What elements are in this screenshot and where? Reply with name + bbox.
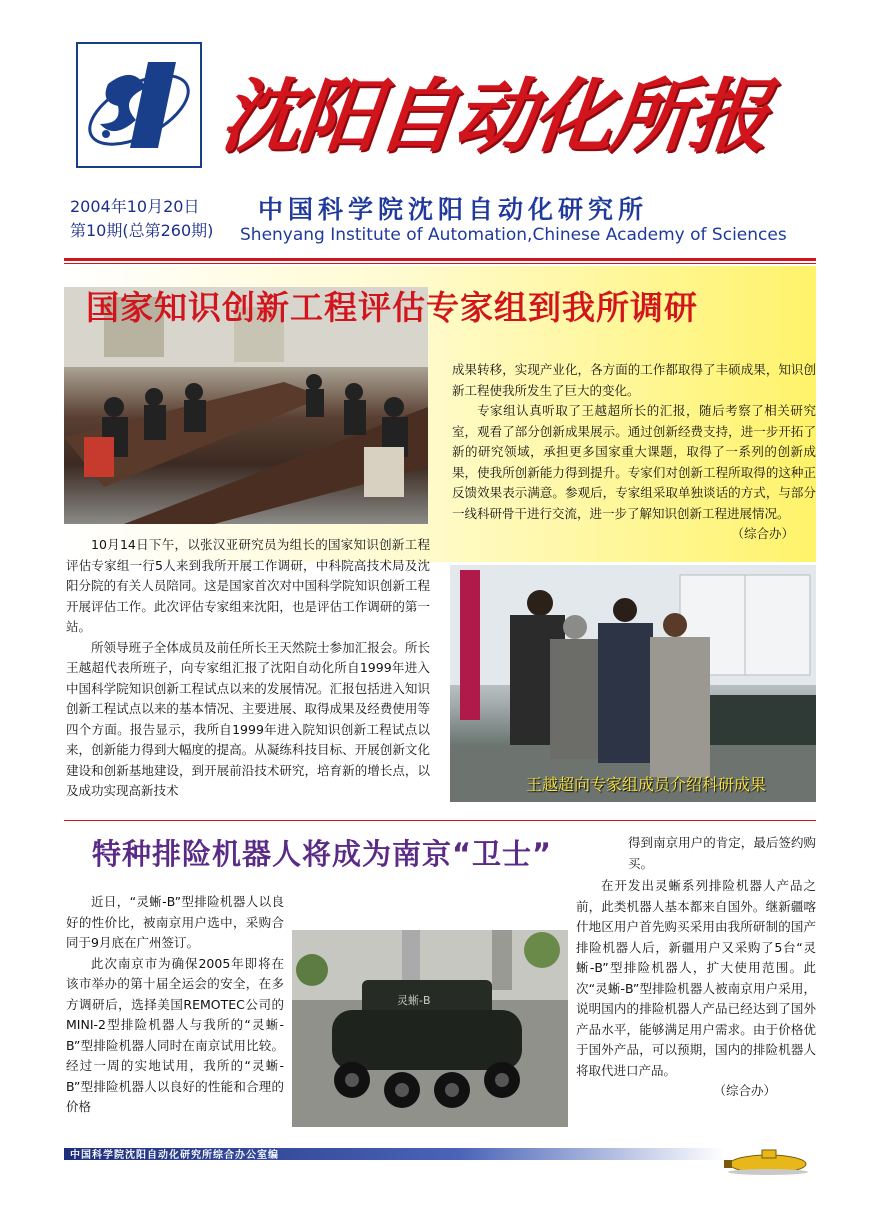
article1-headline: 国家知识创新工程评估专家组到我所调研 <box>86 288 698 327</box>
article1-right-column <box>452 360 816 545</box>
demo-photo <box>450 565 816 802</box>
article2-right-top <box>628 833 816 874</box>
issue-date: 2004年10月20日 <box>70 197 200 216</box>
article1-source: （综合办） <box>731 526 794 541</box>
logo-icon <box>78 44 200 166</box>
article2-source: （综合办） <box>713 1083 776 1098</box>
section-divider <box>64 820 816 821</box>
submarine-icon <box>722 1142 814 1178</box>
article1-left-para-2: 所领导班子全体成员及前任所长王天然院士参加汇报会。所长王越超代表所班子，向专家组汇报了沈阳自动化所自1999年进入中国科学院知识创新工程试点以来的发展情况。汇报包括进入知识创新工程试点以来的基本情况、主要进展、取得成果及经费使用等四个方面。报告显示，我所自1999年进入院知识创新工程试点以来，创新能力得到大幅度的提高。从凝练科技目标、开展创新文化建设和创新基地建设，到开展前沿技术研究，培育新的增长点，以及成功实现高新技术 <box>66 639 430 798</box>
robot-label: 灵蜥-B <box>397 994 431 1007</box>
article1-right-para-1: 成果转移，实现产业化，各方面的工作都取得了丰硕成果，知识创新工程使我所发生了巨大的变化。 <box>452 362 816 398</box>
institute-name-cn: 中国科学院沈阳自动化研究所 <box>258 195 649 224</box>
article2-headline: 特种排险机器人将成为南京“卫士” <box>92 837 553 871</box>
footer-editor: 中国科学院沈阳自动化研究所综合办公室编 <box>70 1150 279 1161</box>
article1-right-para-2: 专家组认真听取了王越超所长的汇报，随后考察了相关研究室，观看了部分创新成果展示。通过创新经费支持，进一步开拓了新的研究领域，承担更多国家重大课题，取得了一系列的创新成果，使我所创新能力得到提升。专家们对创新工程所取得的这种正反馈效果表示满意。参观后，专家组采取单独谈话的方式，与部分一线科研骨干进行交流，进一步了解知识创新工程进展情况。 <box>452 403 816 521</box>
institute-name-en: Shenyang Institute of Automation,Chinese Academy of Sciences <box>240 225 787 245</box>
article1-left-para-1: 10月14日下午，以张汉亚研究员为组长的国家知识创新工程评估专家组一行5人来到我所开展工作调研，中科院高技术局及沈阳分院的有关人员陪同。这是国家首次对中国科学院知识创新工程开展评估工作。此次评估专家组来沈阳，也是评估工作调研的第一站。 <box>66 537 430 634</box>
header-rule-thin <box>64 263 816 264</box>
article1-left-column <box>66 535 430 802</box>
robot-photo <box>292 930 568 1127</box>
article2-left-para-2: 此次南京市为确保2005年即将在该市举办的第十届全运会的安全，在多方调研后，选择美国REMOTEC公司的MINI-2型排险机器人与我所的“灵蜥-B”型排险机器人同时在南京试用比较。经过一周的实地试用，我所的“灵蜥-B”型排险机器人以良好的性能和合理的价格 <box>66 955 284 1114</box>
article2-right-para-2: 在开发出灵蜥系列排险机器人产品之前，此类机器人基本都来自国外。继新疆喀什地区用户首先购买采用由我所研制的国产排险机器人后，新疆用户又采购了5台“灵蜥-B”型排险机器人，扩大使用范围。此次“灵蜥-B”型排险机器人被南京用户采用，说明国内的排险机器人产品已经达到了国外产品水平，能够满足用户需求。由于价格优于国外产品，可以预期，国内的排险机器人将取代进口产品。 <box>576 878 816 1078</box>
issue-info <box>70 195 213 243</box>
masthead-title: 沈阳自动化所报 <box>216 69 773 163</box>
institute-logo <box>76 42 202 168</box>
article2-right-para-1: 得到南京用户的肯定，最后签约购买。 <box>628 835 816 871</box>
header-rule <box>64 258 816 261</box>
article2-left-para-1: 近日，“灵蜥-B”型排险机器人以良好的性价比，被南京用户选中，采购合同于9月底在广州签订。 <box>66 894 284 950</box>
issue-number: 第10期(总第260期) <box>70 221 214 240</box>
demo-photo-caption: 王越超向专家组成员介绍科研成果 <box>526 775 767 794</box>
